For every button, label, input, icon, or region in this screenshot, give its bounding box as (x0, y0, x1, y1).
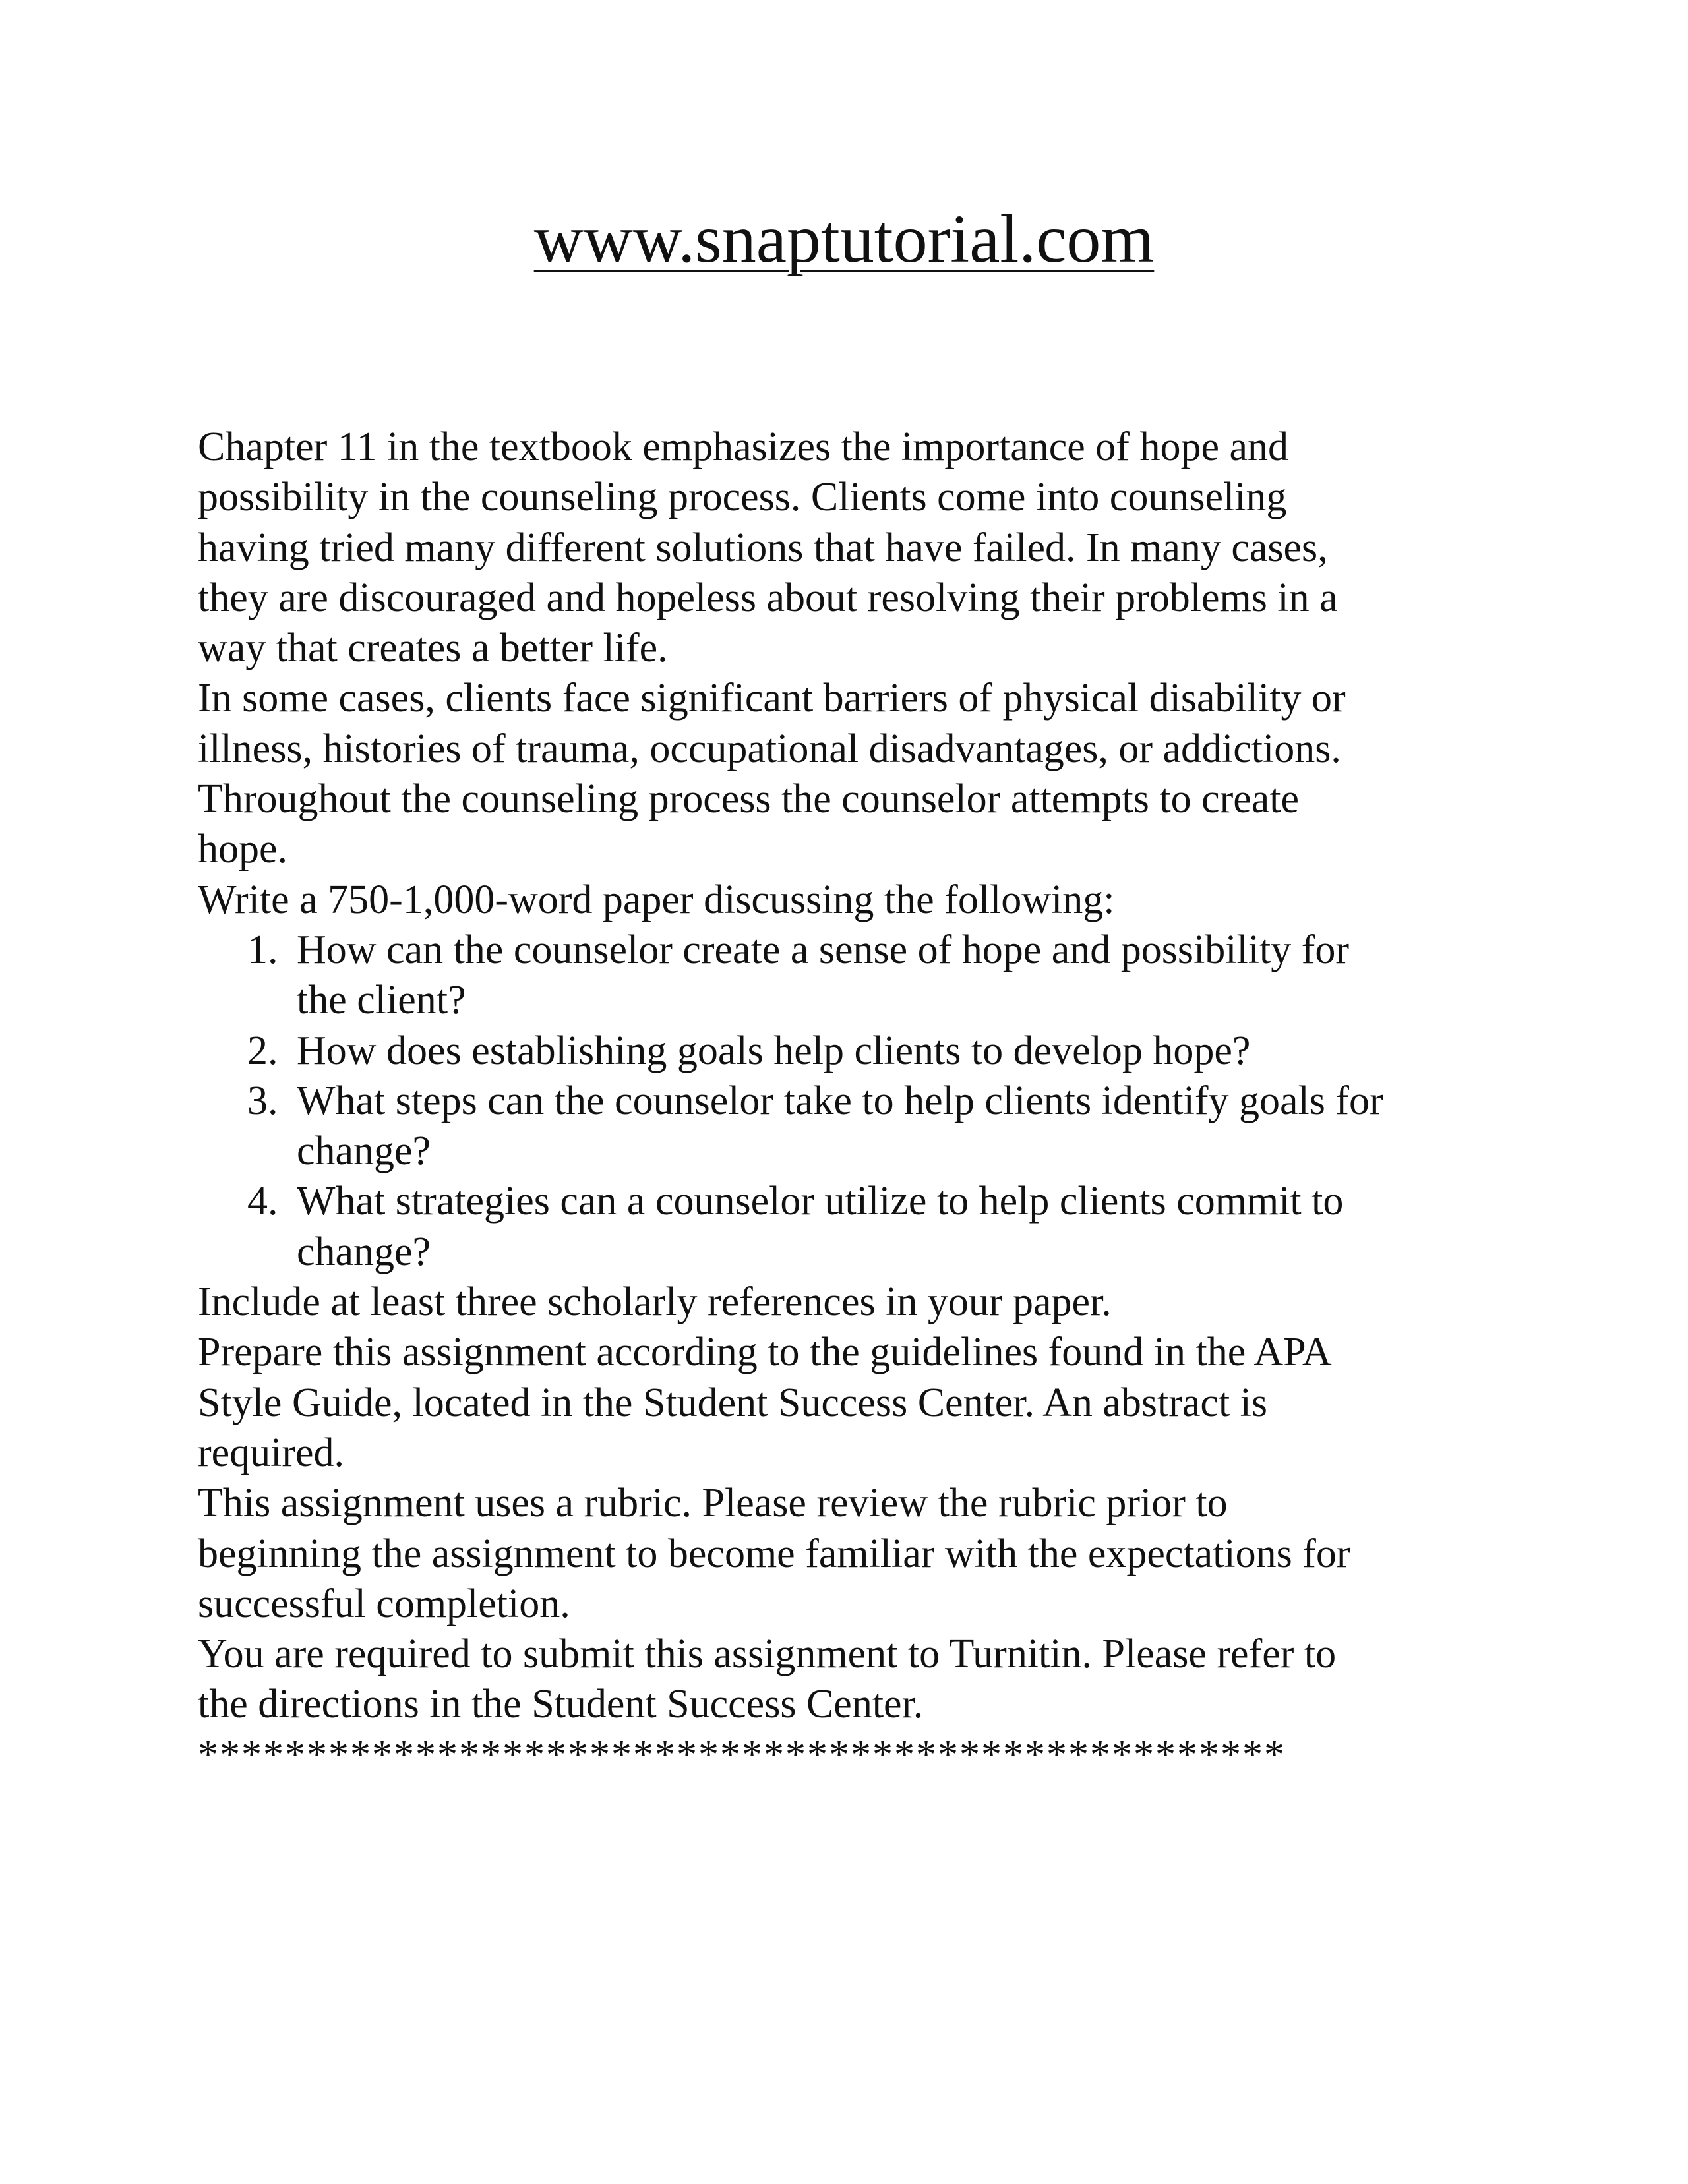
text-line: required. (198, 1430, 345, 1475)
apa-paragraph (198, 1327, 1517, 1478)
text-line: possibility in the counseling process. Clients come into counseling (198, 475, 1287, 520)
text-line: way that creates a better life. (198, 626, 668, 671)
rubric-paragraph (198, 1478, 1517, 1629)
question-list (198, 925, 1517, 1277)
references-paragraph (198, 1277, 1517, 1327)
assignment-body (198, 422, 1517, 1780)
intro-paragraph (198, 422, 1517, 673)
text-line: the client? (297, 978, 466, 1023)
list-number: 2. (247, 1028, 278, 1073)
list-number: 3. (247, 1078, 278, 1123)
text-line: This assignment uses a rubric. Please review the rubric prior to (198, 1481, 1228, 1526)
text-line: In some cases, clients face significant barriers of physical disability or (198, 676, 1346, 721)
text-line: Write a 750-1,000-word paper discussing the following: (198, 877, 1115, 922)
asterisk-separator: ************************************************** (198, 1732, 1286, 1777)
text-line: You are required to submit this assignment to Turnitin. Please refer to (198, 1632, 1337, 1677)
text-line: the directions in the Student Success Center. (198, 1682, 924, 1727)
assignment-paragraph (198, 875, 1517, 925)
text-line: change? (297, 1229, 431, 1274)
text-line: Style Guide, located in the Student Success Center. An abstract is (198, 1380, 1268, 1425)
text-line: illness, histories of trauma, occupational disadvantages, or addictions. (198, 726, 1341, 771)
text-line: How can the counselor create a sense of hope and possibility for (297, 927, 1349, 972)
turnitin-paragraph (198, 1629, 1517, 1730)
text-line: they are discouraged and hopeless about resolving their problems in a (198, 575, 1338, 620)
text-line: What steps can the counselor take to help clients identify goals for (297, 1078, 1383, 1123)
text-line: Include at least three scholarly references in your paper. (198, 1280, 1112, 1325)
text-line: How does establishing goals help clients to develop hope? (297, 1028, 1251, 1073)
list-item (198, 925, 1517, 1026)
text-line: Prepare this assignment according to the guidelines found in the APA (198, 1330, 1332, 1375)
text-line: hope. (198, 827, 288, 872)
text-line: change? (297, 1129, 431, 1174)
text-line: Chapter 11 in the textbook emphasizes the importance of hope and (198, 425, 1288, 469)
list-item (198, 1176, 1517, 1277)
text-line: What strategies can a counselor utilize to help clients commit to (297, 1179, 1344, 1224)
text-line: beginning the assignment to become familiar with the expectations for (198, 1531, 1350, 1576)
text-line: Throughout the counseling process the counselor attempts to create (198, 777, 1300, 822)
barriers-paragraph (198, 673, 1517, 874)
site-header (0, 196, 1688, 282)
list-item (198, 1076, 1517, 1177)
site-link[interactable]: www.snaptutorial.com (533, 201, 1155, 277)
list-item (198, 1026, 1517, 1076)
separator-line (198, 1730, 1517, 1780)
list-number: 1. (247, 927, 278, 972)
text-line: having tried many different solutions that have failed. In many cases, (198, 525, 1328, 570)
text-line: successful completion. (198, 1581, 570, 1626)
list-number: 4. (247, 1179, 278, 1224)
